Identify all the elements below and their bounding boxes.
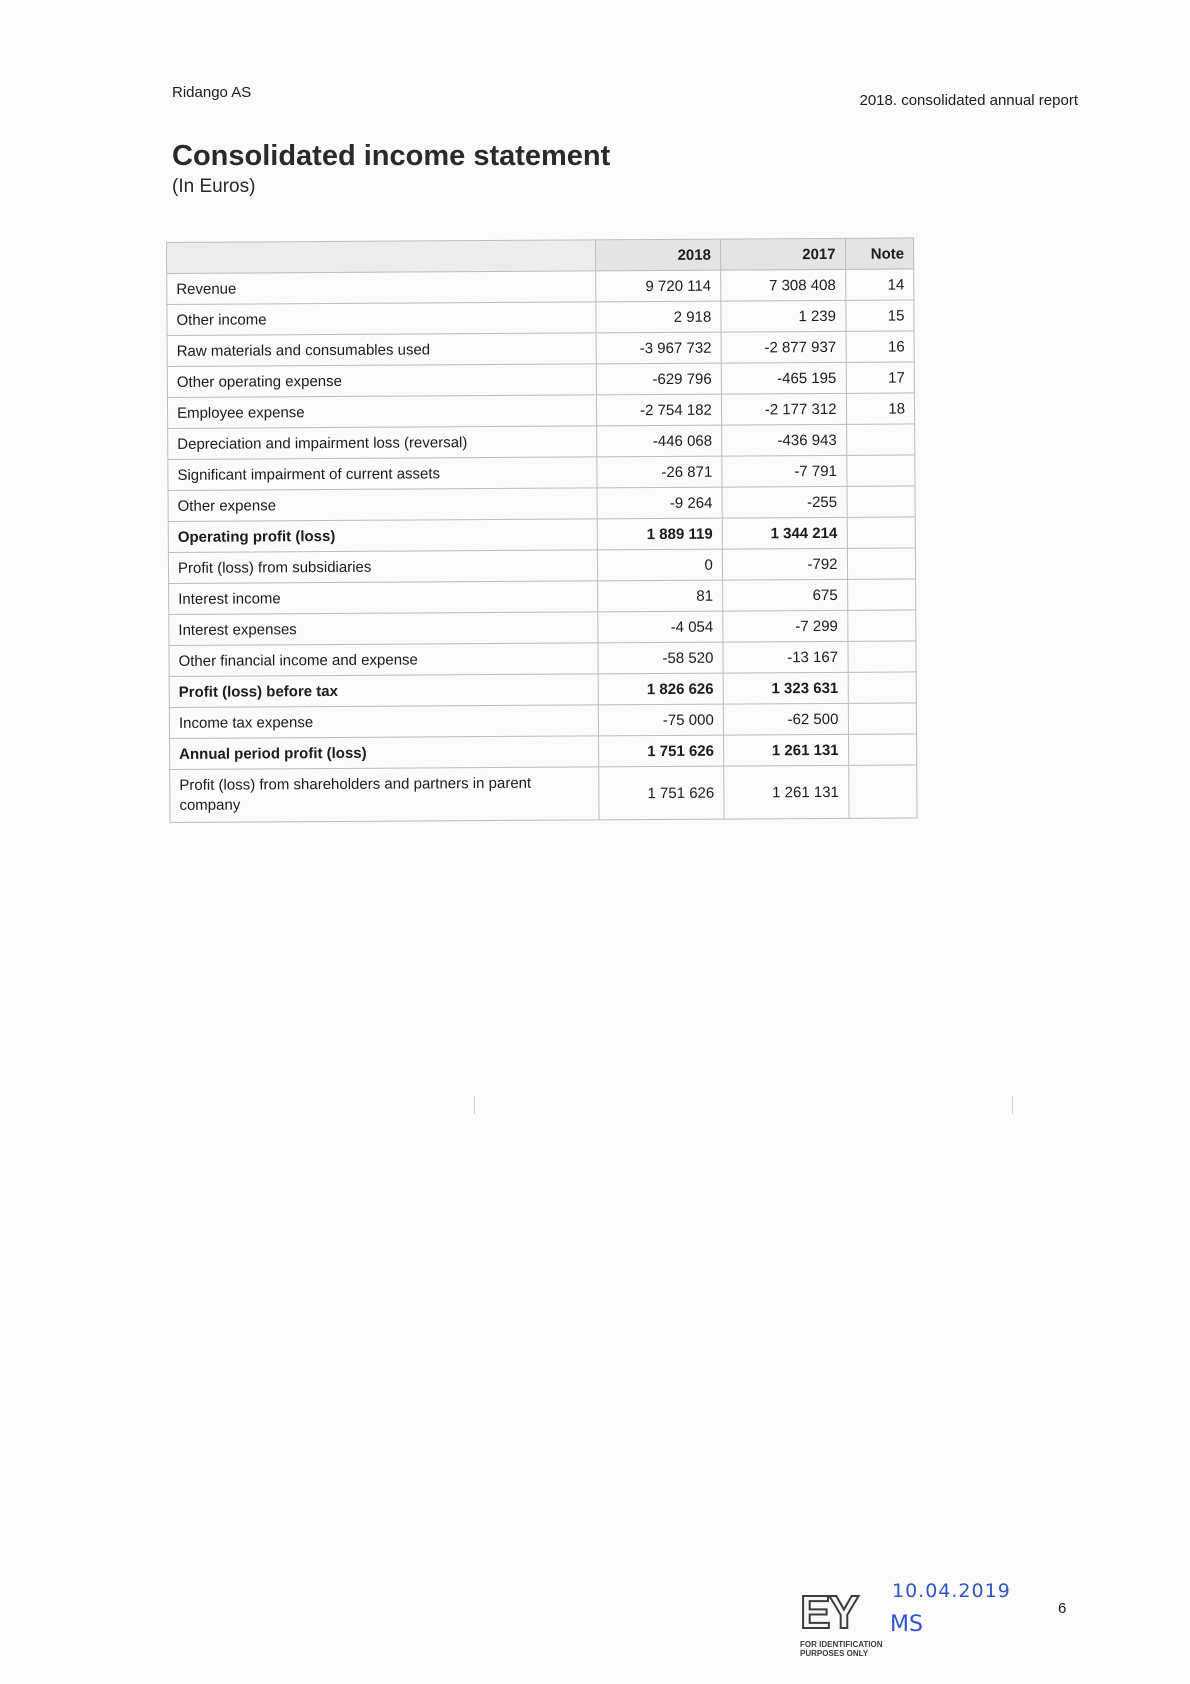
table-row: [167, 362, 914, 398]
row-value-2017: 1 261 131: [723, 734, 848, 766]
row-value-2018: 1 889 119: [597, 518, 722, 550]
row-value-2018: -2 754 182: [597, 394, 722, 426]
table-row: [169, 641, 916, 677]
row-value-2018: -4 054: [598, 611, 723, 643]
row-note: [846, 424, 915, 455]
table-row: [168, 424, 915, 460]
table-row: [168, 455, 915, 491]
table-row: [168, 548, 915, 584]
table-row: [167, 393, 914, 429]
row-label: Profit (loss) from shareholders and partners in parent company: [170, 767, 600, 823]
row-value-2017: 1 239: [721, 300, 846, 332]
row-label: Other operating expense: [167, 364, 596, 398]
row-note: [847, 486, 916, 517]
row-label: Other income: [167, 302, 596, 336]
row-value-2017: 1 261 131: [724, 765, 849, 819]
row-value-2018: 9 720 114: [596, 270, 721, 302]
row-label: Profit (loss) before tax: [169, 674, 598, 708]
row-value-2017: 1 344 214: [722, 517, 847, 549]
row-value-2017: -792: [722, 548, 847, 580]
signature-date: 10.04.2019: [892, 1580, 1011, 1602]
row-note: [848, 765, 917, 818]
row-note: [847, 517, 916, 548]
row-value-2018: -58 520: [598, 642, 723, 674]
row-value-2018: 0: [598, 549, 723, 581]
row-note: 16: [846, 331, 915, 362]
row-note: [848, 672, 917, 703]
row-value-2017: -62 500: [723, 703, 848, 735]
row-value-2018: -3 967 732: [596, 332, 721, 364]
row-note: 14: [845, 269, 914, 300]
row-note: [848, 734, 917, 765]
column-header-label: [167, 240, 596, 274]
row-value-2018: -9 264: [597, 487, 722, 519]
row-note: [847, 579, 916, 610]
row-value-2017: 1 323 631: [723, 672, 848, 704]
auditor-stamp: [800, 1582, 900, 1662]
row-value-2018: -75 000: [599, 704, 724, 736]
row-value-2017: -2 877 937: [721, 331, 846, 363]
page-subtitle: (In Euros): [172, 176, 256, 197]
table-row: [167, 300, 914, 336]
row-note: 17: [846, 362, 915, 393]
row-label: Other financial income and expense: [169, 643, 598, 677]
column-header-note: Note: [845, 238, 914, 269]
row-value-2018: -629 796: [596, 363, 721, 395]
row-value-2017: -436 943: [721, 424, 846, 456]
row-note: [847, 548, 916, 579]
row-note: [847, 641, 916, 672]
row-label: Depreciation and impairment loss (reversal): [168, 426, 597, 460]
row-label: Significant impairment of current assets: [168, 457, 597, 491]
row-value-2017: -255: [722, 486, 847, 518]
table-row: [170, 765, 917, 823]
row-value-2017: -7 791: [722, 455, 847, 487]
row-label: Income tax expense: [169, 705, 598, 739]
row-value-2018: 81: [598, 580, 723, 612]
column-header-2018: 2018: [596, 239, 721, 271]
page-title: Consolidated income statement: [172, 140, 611, 172]
table-row-total: [170, 734, 917, 770]
row-value-2018: 2 918: [596, 301, 721, 333]
row-label: Interest expenses: [169, 612, 598, 646]
table-row: [169, 703, 916, 739]
row-value-2017: 7 308 408: [721, 269, 846, 301]
report-title: 2018. consolidated annual report: [859, 92, 1078, 109]
row-label: Employee expense: [167, 395, 596, 429]
signature-initials: MS: [890, 1612, 923, 1637]
row-label: Revenue: [167, 271, 596, 305]
row-value-2017: -2 177 312: [721, 393, 846, 425]
table-row-subtotal: [168, 517, 915, 553]
scan-artifact: [1012, 1096, 1013, 1114]
row-label: Other expense: [168, 488, 597, 522]
row-value-2018: -26 871: [597, 456, 722, 488]
stamp-caption: FOR IDENTIFICATION PURPOSES ONLY: [800, 1640, 883, 1658]
row-label: Annual period profit (loss): [170, 736, 599, 770]
table-row: [168, 486, 915, 522]
row-note: [846, 455, 915, 486]
table-row: [167, 269, 914, 305]
company-name: Ridango AS: [172, 84, 252, 101]
column-header-2017: 2017: [720, 238, 845, 270]
table-header-row: [167, 238, 914, 274]
row-note: [848, 703, 917, 734]
scan-artifact: [474, 1096, 475, 1114]
row-note: 18: [846, 393, 915, 424]
table-row-subtotal: [169, 672, 916, 708]
row-label: Profit (loss) from subsidiaries: [168, 550, 597, 584]
page-number: 6: [1058, 1600, 1067, 1617]
row-label: Operating profit (loss): [168, 519, 597, 553]
row-value-2018: 1 751 626: [599, 735, 724, 767]
income-statement-table: [166, 237, 918, 823]
table-row: [169, 610, 916, 646]
row-value-2017: -465 195: [721, 362, 846, 394]
row-value-2018: 1 826 626: [598, 673, 723, 705]
row-label: Interest income: [169, 581, 598, 615]
row-value-2017: -13 167: [723, 641, 848, 673]
table-row: [167, 331, 914, 367]
row-value-2018: -446 068: [597, 425, 722, 457]
row-value-2017: 675: [722, 579, 847, 611]
row-value-2017: -7 299: [723, 610, 848, 642]
row-note: 15: [845, 300, 914, 331]
ey-logo: EY: [800, 1586, 858, 1638]
row-note: [847, 610, 916, 641]
row-value-2018: 1 751 626: [599, 766, 724, 820]
table-row: [169, 579, 916, 615]
row-label: Raw materials and consumables used: [167, 333, 596, 367]
